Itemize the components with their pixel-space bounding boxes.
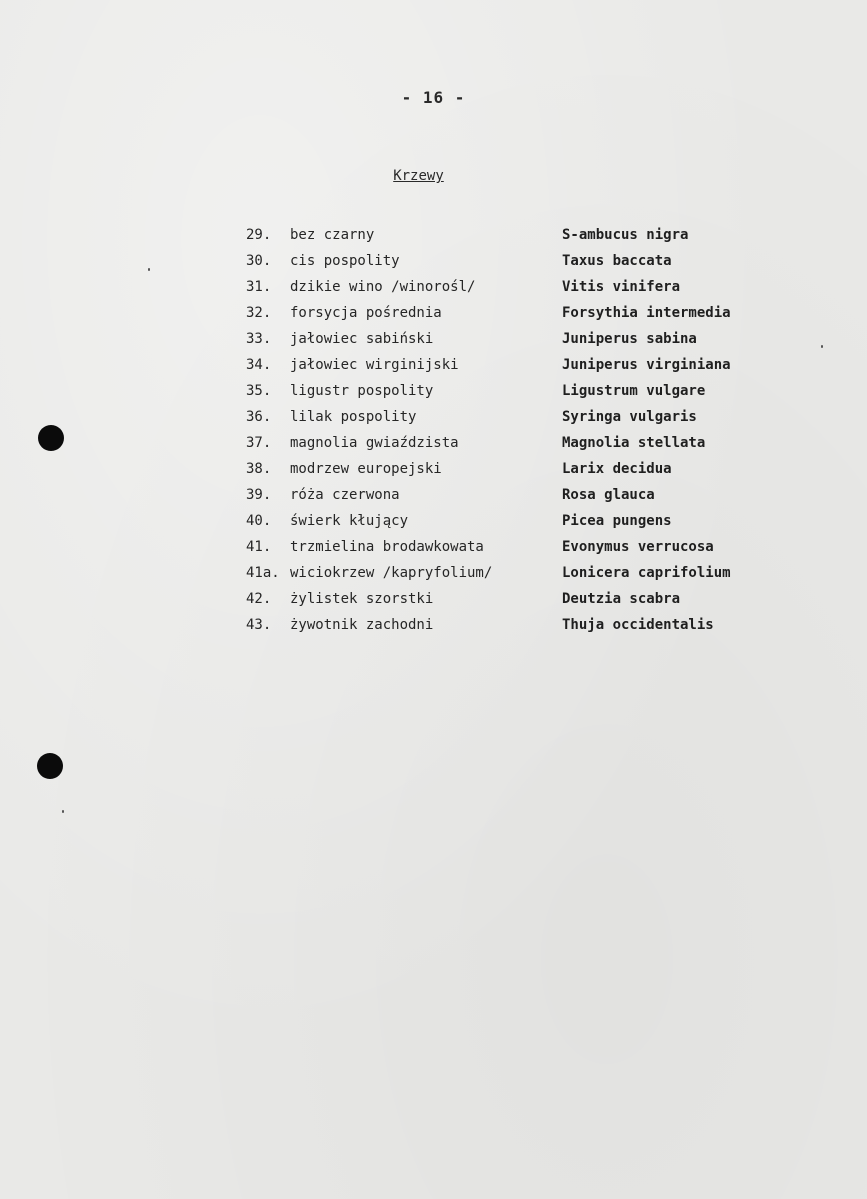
polish-name: świerk kłujący [290, 513, 409, 529]
entry-number: 39. [246, 487, 272, 503]
species-list [246, 222, 806, 638]
latin-name: Ligustrum vulgare [562, 383, 706, 399]
list-item [246, 612, 806, 638]
latin-name: Magnolia stellata [562, 435, 706, 451]
entry-number: 36. [246, 409, 272, 425]
entry-number: 42. [246, 591, 272, 607]
entry-number: 33. [246, 331, 272, 347]
list-item [246, 300, 806, 326]
entry-number: 41. [246, 539, 272, 555]
page-number: - 16 - [401, 88, 466, 107]
polish-name: żylistek szorstki [290, 591, 434, 607]
polish-name: wiciokrzew /kapryfolium/ [290, 565, 493, 581]
latin-name: Thuja occidentalis [562, 617, 714, 633]
dust-speck [821, 345, 823, 348]
polish-name: forsycja pośrednia [290, 305, 442, 321]
list-item [246, 248, 806, 274]
list-item [246, 586, 806, 612]
latin-name: Rosa glauca [562, 487, 655, 503]
latin-name: Juniperus sabina [562, 331, 697, 347]
polish-name: ligustr pospolity [290, 383, 434, 399]
entry-number: 35. [246, 383, 272, 399]
polish-name: bez czarny [290, 227, 375, 243]
entry-number: 31. [246, 279, 272, 295]
list-item [246, 404, 806, 430]
polish-name: magnolia gwiaździsta [290, 435, 459, 451]
latin-name: Picea pungens [562, 513, 672, 529]
list-item [246, 274, 806, 300]
list-item [246, 508, 806, 534]
list-item [246, 456, 806, 482]
latin-name: Lonicera caprifolium [562, 565, 731, 581]
latin-name: Juniperus virginiana [562, 357, 731, 373]
entry-number: 34. [246, 357, 272, 373]
list-item [246, 326, 806, 352]
latin-name: Forsythia intermedia [562, 305, 731, 321]
polish-name: jałowiec sabiński [290, 331, 434, 347]
latin-name: Deutzia scabra [562, 591, 681, 607]
dust-speck [148, 268, 150, 271]
polish-name: trzmielina brodawkowata [290, 539, 484, 555]
polish-name: żywotnik zachodni [290, 617, 434, 633]
list-item [246, 352, 806, 378]
list-item [246, 430, 806, 456]
list-item [246, 482, 806, 508]
list-item [246, 222, 806, 248]
entry-number: 37. [246, 435, 272, 451]
latin-name: Syringa vulgaris [562, 409, 697, 425]
entry-number: 32. [246, 305, 272, 321]
polish-name: cis pospolity [290, 253, 400, 269]
polish-name: dzikie wino /winorośl/ [290, 279, 476, 295]
list-item [246, 560, 806, 586]
polish-name: jałowiec wirginijski [290, 357, 459, 373]
section-title: Krzewy [393, 168, 444, 184]
latin-name: Taxus baccata [562, 253, 672, 269]
latin-name: Larix decidua [562, 461, 672, 477]
polish-name: lilak pospolity [290, 409, 417, 425]
list-item [246, 378, 806, 404]
punch-hole-mark [38, 425, 64, 451]
latin-name: S-ambucus nigra [562, 227, 689, 243]
entry-number: 30. [246, 253, 272, 269]
entry-number: 43. [246, 617, 272, 633]
dust-speck [62, 810, 64, 813]
polish-name: modrzew europejski [290, 461, 442, 477]
list-item [246, 534, 806, 560]
entry-number: 41a. [246, 565, 280, 581]
entry-number: 38. [246, 461, 272, 477]
polish-name: róża czerwona [290, 487, 400, 503]
latin-name: Vitis vinifera [562, 279, 681, 295]
entry-number: 29. [246, 227, 272, 243]
latin-name: Evonymus verrucosa [562, 539, 714, 555]
entry-number: 40. [246, 513, 272, 529]
punch-hole-mark [37, 753, 63, 779]
